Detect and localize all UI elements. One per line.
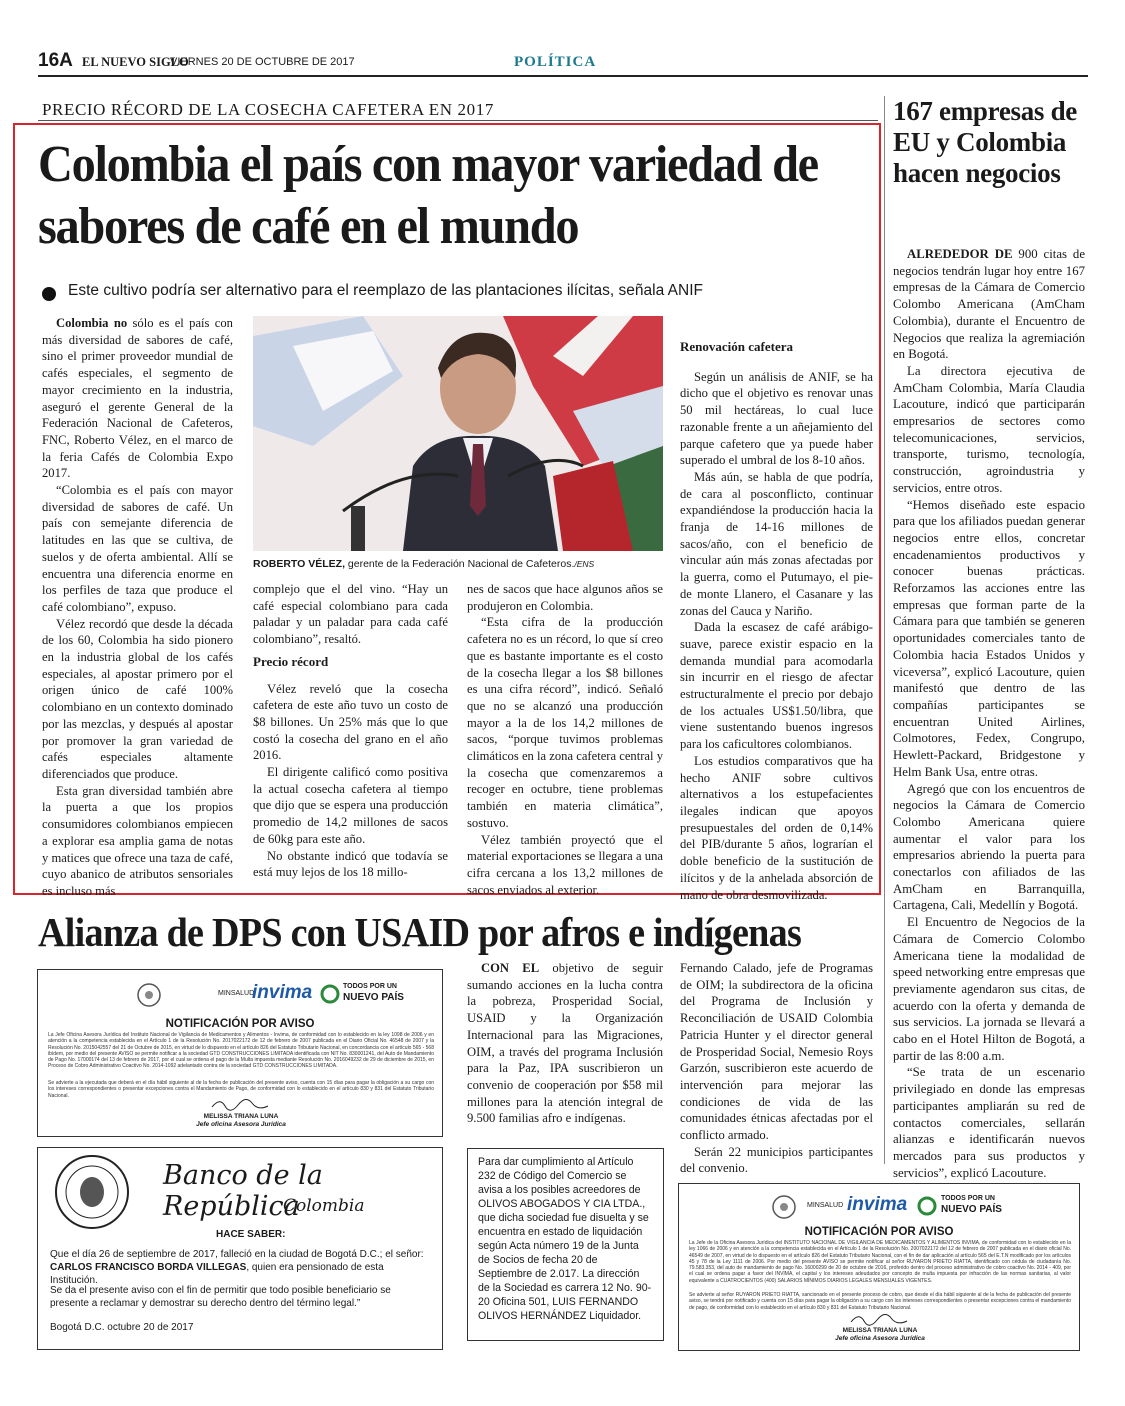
minsalud-logo: MINSALUD (807, 1202, 844, 1209)
todos-por-un-text: TODOS POR UN (941, 1195, 995, 1202)
nuevo-pais-icon (917, 1196, 937, 1216)
banco-subtitle: Colombia (283, 1196, 365, 1216)
paragraph: “Esta cifra de la producción cafetera no es un récord, lo que sí creo que es bastante importante es el costo de la cosecha llegar a los $8 billones es una cifra récord”, indicó. Señaló que no se alcanzó una producción mayor a la de los 14,2 millones de sacos, “porque tuvimos problemas climáticos en la zona cafetera central y la cosecha que comenzaremos a recoger en octubre, tiene problemas también en materia climática”, sostuvo. (467, 615, 663, 830)
column-divider (884, 96, 885, 1164)
subsection-heading: Precio récord (253, 653, 329, 669)
invima-notice-ad-2 (678, 1183, 1080, 1351)
nuevo-pais-text: NUEVO PAÍS (941, 1204, 1002, 1215)
nuevo-pais-text: NUEVO PAÍS (343, 992, 404, 1003)
paragraph: Según un análisis de ANIF, se ha dicho que el objetivo es renovar unas 50 mil hectáreas, lo cual luce razonable frente a un añejamiento del parque cafetero que ya puede haber superado el umbral de los 8-10 años. (680, 369, 873, 468)
article-column-3 (467, 581, 663, 898)
publication-date: VIERNES 20 DE OCTUBRE DE 2017 (170, 56, 355, 68)
hace-saber: HACE SABER: (216, 1229, 286, 1240)
article-column-1 (42, 315, 233, 900)
signature-icon (210, 1097, 270, 1111)
paragraph: Vélez recordó que desde la década de los 60, Colombia ha sido pionero en la industria global de los cafés especiales, al apostar primero por el origen único de café 100% colombiano en un contexto dominado por las mezclas, y después al apostar por promover la gran variedad de cafés especiales altamente diferenciados que produce. (42, 616, 233, 781)
article-column-2 (253, 581, 448, 881)
ad-logos (38, 978, 442, 1012)
paragraph: Los estudios comparativos que ha hecho ANIF sobre cultivos alternativos a los estupefacientes ilegales indican que apoyos presupuestales del orden de 0,14% del PIB/durante 5 años, lograrían el doble beneficio de la sustitución de ilícitos y de la anhelada absorción de mano de obra desmovilizada. (680, 753, 873, 902)
paragraph: Vélez también proyectó que el material exportaciones se llegara a una cifra cercana a los 13,2 millones de sacos enviados al exterior. (467, 832, 663, 897)
paragraph: “Colombia es el país con mayor diversidad de sabores de café. Un país con semejante diferencia de latitudes en las que se cultiva, de suelos y de oferta ambiental. Allí se encuentra una diferencia enorme en los perfiles de taza que produce el café colombiano”, expuso. (42, 483, 233, 614)
banco-p2: Se da el presente aviso con el fin de permitir que todo posible beneficiario se presente a reclamar y demostrar su derecho dentro del término legal.” (50, 1285, 391, 1309)
speaker-photo (253, 316, 663, 551)
paragraph: Serán 22 municipios participantes del convenio. (680, 1144, 873, 1176)
paragraph: Vélez reveló que la cosecha cafetera de este año tuvo un costo de $8 billones. Un 25% más que lo que costó la cosecha del grano en el año 2016. (253, 681, 448, 763)
invima-logo: invima (252, 982, 313, 1003)
paragraph: Esta gran diversidad también abre la puerta a que los propios consumidores colombianos empiecen a explorar esa amplia gama de notas y matices que ofrece una taza de café, cuyo abanico de atributos sensoriales es incluso más (42, 783, 233, 898)
lead-in: ALREDEDOR DE (907, 247, 1013, 261)
paragraph: objetivo de seguir sumando acciones en la lucha contra la pobreza, Prosperidad Social, USAID y la Organización Internacional para las Migraciones, OIM, a través del programa Inclusión para la Paz, IPA suscribieron un convenio de cooperación por $58 mil millones para la atención integral de 9.500 familias afro e indígenas. (467, 961, 663, 1126)
banco-date: Bogotá D.C. octubre 20 de 2017 (50, 1322, 194, 1333)
story-kicker: PRECIO RÉCORD DE LA COSECHA CAFETERA EN 2017 (42, 100, 494, 119)
signer-name: MELISSA TRIANA LUNA (842, 1327, 918, 1334)
paragraph: Más aún, se habla de que podría, de cara al posconflicto, continuar expandiéndose la producción hacia la franja de 14-16 millones de sacos/año, con el beneficio de vincular aún más zonas afectadas por la guerra, como el Putumayo, el pie-de monte Llanero, el Casanare y las zonas del Cauca y Nariño. (680, 469, 873, 618)
invima-logo: invima (847, 1194, 908, 1215)
coat-of-arms-icon (134, 980, 164, 1010)
alianza-column-2 (680, 960, 873, 1177)
lead-in: Colombia no (56, 316, 128, 330)
side-article-body (893, 246, 1085, 1181)
banco-seal-icon (52, 1152, 132, 1232)
invima-notice-ad (37, 969, 443, 1137)
ad-title: NOTIFICACIÓN POR AVISO (165, 1018, 315, 1030)
banco-republica-ad (37, 1147, 443, 1350)
paragraph: “Hemos diseñado este espacio para que los afiliados puedan generar negocios entre ellos, concretar encadenamientos productivos y conocer buenas prácticas. Reforzamos las acciones entre las empresas que forman parte de la Cámara para que también se generen oportunidades comerciales tanto de Colombia hacia Estados Unidos y viceversa”, explicó Lacouture, quien manifestó que dentro de las compañías participantes se encuentran United Airlines, Colmotores, Fedex, Congrupo, Hewlett-Packard, Bridgestone y Helm Bank Usa, entre otras. (893, 497, 1085, 779)
lead-in: CON EL (481, 961, 540, 975)
caption-text: gerente de la Federación Nacional de Cafeteros. (344, 558, 575, 570)
coat-of-arms-icon (769, 1192, 799, 1222)
ad-body-2: Se advierte al señor RUYARON PRIETO RIATTA, sancionado en el presente proceso de cobro, que desde el día hábil siguiente al de la fecha de publicación del presente aviso, se tendrá por notificado y cuenta con 15 días para pagar la obligación a su cargo con los intereses correspondientes o presentar excepciones contra el mandamiento de pago, de conformidad con lo establecido en el artículo 830 y 831 del Estatuto Tributario Nacional. (689, 1292, 1071, 1311)
alianza-column-1 (467, 960, 663, 1127)
paragraph: sólo es el país con más diversidad de sabores de café, sino el primer proveedor mundial de cafés especiales, el segmento de mayor crecimiento en la industria, aseguró el gerente General de la Federación Nacional de Cafeteros, FNC, Roberto Vélez, en el marco de la feria Cafés de Colombia Expo 2017. (42, 316, 233, 481)
publication-name: EL NUEVO SIGLO (82, 55, 189, 69)
olivos-liquidation-ad: Para dar cumplimiento al Artículo 232 de Código del Comercio se avisa a los posibles acreedores de OLIVOS ABOGADOS Y CIA LTDA., que dicha sociedad fue disuelta y se encuentra en estado de liquidación según Acta número 19 de la Junta de Socios de fecha 20 de Septiembre de 2.017. La dirección de la Sociedad es carrera 12 No. 90-20 Oficina 501, LUIS FERNANDO OLIVOS HERNÁNDEZ Liquidador. (467, 1148, 664, 1341)
paragraph: nes de sacos que hace algunos años se produjeron en Colombia. (467, 582, 663, 613)
signer-name: MELISSA TRIANA LUNA (203, 1113, 279, 1120)
paragraph: 900 citas de negocios tendrán lugar hoy entre 167 empresas de la Cámara de Comercio Colombo Americana (AmCham Colombia), durante el Encuentro de Negocios que realiza la agremiación en Bogotá. (893, 247, 1085, 362)
ad-logos (679, 1190, 1079, 1224)
ad-body-2: Se advierte a la ejecutada que deberá en el día hábil siguiente al de la fecha de publicación del presente aviso, cuenta con 15 días para pagar la obligación a su cargo con los intereses correspondientes o presentar excepciones contra el Mandamiento de Pago, de conformidad con lo establecido en el artículo 830 y 831 del Estatuto Tributario Nacional. (48, 1080, 434, 1099)
kicker-rule (38, 120, 878, 121)
bullet-icon (42, 287, 56, 301)
section-label: POLÍTICA (514, 54, 597, 70)
banco-p1: Que el día 26 de septiembre de 2017, falleció en la ciudad de Bogotá D.C.; el señor: (50, 1249, 424, 1260)
article-photo (253, 316, 663, 551)
paragraph: Dada la escasez de café arábigo-suave, parece existir espacio en la demanda mundial para acomodarla sin incurrir en el riesgo de afectar estructuralmente el precio por debajo de los actuales US$1.50/libra, que viene sustentando buenos ingresos para los caficultores colombianos. (680, 620, 873, 752)
nuevo-pais-icon (320, 984, 340, 1004)
photo-caption (253, 558, 594, 570)
paragraph: La directora ejecutiva de AmCham Colombia, María Claudia Lacouture, indicó que participarán empresarios de sectores como telecomunicaciones, servicios, transporte, turismo, tecnología, construcción, agroindustria y servicios, entre otros. (893, 363, 1085, 495)
paragraph: No obstante indicó que todavía se está muy lejos de los 18 millo- (253, 848, 448, 880)
page-number: 16A (38, 50, 73, 71)
alianza-headline: Alianza de DPS con USAID por afros e indígenas (38, 909, 802, 955)
main-headline: Colombia el país con mayor variedad de sabores de café en el mundo (38, 136, 818, 255)
banco-p1b: , quien era pensionado de esta Institución. (50, 1262, 384, 1286)
ad-title: NOTIFICACIÓN POR AVISO (804, 1226, 954, 1238)
paragraph: Agregó que con los encuentros de negocios la Cámara de Comercio Colombo Americana quiere aumentar el valor para los empresarios abriendo la puerta para conectarlos con afiliados de las AmCham en Barranquilla, Cartagena, Cali, Medellín y Bogotá. (893, 781, 1085, 913)
side-headline: 167 empresas de EU y Colombia hacen negocios (893, 96, 1077, 188)
main-subheadline: Este cultivo podría ser alternativo para el reemplazo de las plantaciones ilícitas, señala ANIF (68, 282, 703, 299)
todos-por-un-text: TODOS POR UN (343, 983, 397, 990)
paragraph: El Encuentro de Negocios de la Cámara de Comercio Colombo Americana tiene la modalidad de speed networking entre empresas que previamente agendaron sus citas, de acuerdo con la oferta y demanda de sus servicios. La jornada se llevará a cabo en el Hotel Hilton de Bogotá, a partir de las 8:00 a.m. (893, 915, 1085, 1063)
signature-icon (849, 1312, 909, 1326)
paragraph: complejo que el del vino. “Hay un café especial colombiano para cada paladar y un paladar para cada café colombiano”, resaltó. (253, 582, 448, 647)
minsalud-logo: MINSALUD (218, 990, 255, 997)
header-rule (38, 75, 1088, 77)
paragraph: Fernando Calado, jefe de Programas de OIM; la subdirectora de la oficina del Programa de Inclusión y Reconciliación de USAID Colombia Patricia Hunter y el director general de Prosperidad Social, Nemesio Roys Garzón, suscribieron este acuerdo de intervención para mejorar las condiciones de vida de las comunidades étnicas afectadas por el conflicto armado. (680, 961, 873, 1143)
ad-body: La Jefe de la Oficina Asesora Jurídica del INSTITUTO NACIONAL DE VIGILANCIA DE MEDICAMENTOS Y ALIMENTOS INVIMA, de conformidad con lo establecido en la ley 1066 de 2006 y en atención a la competencia establecida en el Artículo 1 de la Resolución No. 2007022172 del 12 de febrero de 2007 publicada en el diario oficial No. 46549 de 2007, en virtud de lo dispuesto en el artículo 826 del Estatuto Tributario Nacional, con el fin de dar aplicación al artículo 565 del E.T.N modificado por los artículos 45 y 78 de la Ley 1111 de 2006. Por medio del presente AVISO se permite notificar al señor RUYARON PRIETO RIATTA, identificado con cédula de ciudadanía No. 79.583.353, del auto de mandamiento de pago No. 16000299 de 20 de octubre de 2016, proferido dentro del proceso administrativo de cobro coactivo No. 2014 - 409, por el cual se ordena pagar a favor del INVIMA, el capital y los intereses adeudados por concepto de multa impuesta por infracción de las normas sanitarias, al valor equivalente a CUATROCIENTOS (400) SALARIOS MÍNIMOS DIARIOS LEGALES MENSUALES VIGENTES. (689, 1240, 1071, 1284)
paragraph: “Se trata de un escenario privilegiado en donde las empresas participantes ampliarán su red de contactos comerciales, sellarán alianzas e identificarán nuevos mercados para sus productos y servicios”, explicó Lacouture. (893, 1065, 1085, 1180)
signer-title: Jefe oficina Asesora Jurídica (196, 1121, 286, 1128)
ad-body: La Jefe Oficina Asesora Jurídica del Instituto Nacional de Vigilancia de Medicamentos y Alimentos - Invima, de conformidad con lo establecido en la ley 1098 de 2006 y en atención a la competencia establecida en el Artículo 1 de la Resolución No. 2017022172 de 12 de febrero de 2007 publicada en el Diario Oficial No. 46548 de 2007 y la Resolución No. 2015042557 del 21 de Octubre de 2015, en virtud de lo dispuesto en el artículo 826 del Estatuto Tributario Nacional, en concordancia con el artículo 565 - 568 ibídem, por medio del presente AVISO se permite notificar a la sociedad GTD CONSTRUCCIONES LIMITADA identificada con NIT No. 830001241, del Auto de Mandamiento de Pago No. 17000174 del 13 de febrero de 2017, por el cual se ordena el pago de la Multa impuesta mediante Resolución No. 2016049232 de 29 de diciembre de 2015, en Proceso de Cobro Administrativo Coactivo No. 2014-1092 adelantado contra de la sociedad GTD CONSTRUCCIONES LIMITADA. (48, 1032, 434, 1070)
signer-title: Jefe oficina Asesora Jurídica (835, 1335, 925, 1342)
article-column-4 (680, 339, 873, 903)
paragraph: El dirigente calificó como positiva la actual cosecha cafetera al tiempo que dijo que se espera una producción promedio de 14,2 millones de sacos de 60kg para este año. (253, 765, 448, 846)
caption-credit: /ENS (574, 559, 595, 569)
caption-name: ROBERTO VÉLEZ, (253, 558, 345, 570)
banco-notice-text (50, 1248, 432, 1287)
subsection-heading: Renovación cafetera (680, 339, 793, 354)
deceased-name: CARLOS FRANCISCO BORDA VILLEGAS (50, 1262, 247, 1273)
banco-title: Banco de la República (163, 1160, 323, 1222)
